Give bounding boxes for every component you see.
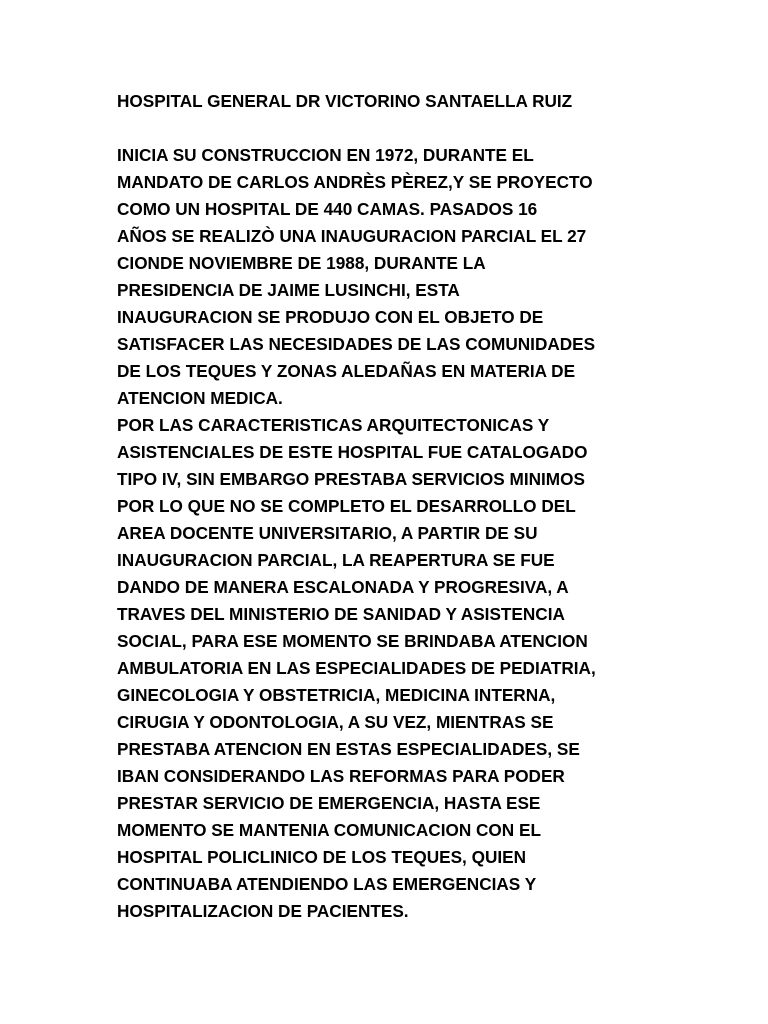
paragraph-line: POR LAS CARACTERISTICAS ARQUITECTONICAS Y — [117, 415, 550, 435]
paragraph-line: CIRUGIA Y ODONTOLOGIA, A SU VEZ, MIENTRAS SE — [117, 712, 554, 732]
paragraph-line: MOMENTO SE MANTENIA COMUNICACION CON EL — [117, 820, 541, 840]
paragraph-line: SOCIAL, PARA ESE MOMENTO SE BRINDABA ATENCION — [117, 631, 588, 651]
paragraph-line: PRESTABA ATENCION EN ESTAS ESPECIALIDADES, SE — [117, 739, 580, 759]
paragraph-line: HOSPITAL POLICLINICO DE LOS TEQUES, QUIEN — [117, 847, 527, 867]
document-title: HOSPITAL GENERAL DR VICTORINO SANTAELLA RUIZ — [117, 91, 573, 111]
paragraph-line: TIPO IV, SIN EMBARGO PRESTABA SERVICIOS MINIMOS — [117, 469, 585, 489]
paragraph-line: AÑOS SE REALIZÒ UNA INAUGURACION PARCIAL EL 27 — [117, 226, 587, 246]
paragraph-line: INAUGURACION SE PRODUJO CON EL OBJETO DE — [117, 307, 544, 327]
paragraph-line: IBAN CONSIDERANDO LAS REFORMAS PARA PODER — [117, 766, 565, 786]
paragraph-line: MANDATO DE CARLOS ANDRÈS PÈREZ,Y SE PROYECTO — [117, 172, 593, 192]
paragraph-line: GINECOLOGIA Y OBSTETRICIA, MEDICINA INTERNA, — [117, 685, 556, 705]
paragraph-line: COMO UN HOSPITAL DE 440 CAMAS. PASADOS 16 — [117, 199, 538, 219]
paragraph-services — [117, 412, 677, 925]
paragraph-line: INAUGURACION PARCIAL, LA REAPERTURA SE FUE — [117, 550, 555, 570]
paragraph-line: ASISTENCIALES DE ESTE HOSPITAL FUE CATALOGADO — [117, 442, 588, 462]
paragraph-line: CONTINUABA ATENDIENDO LAS EMERGENCIAS Y — [117, 874, 537, 894]
paragraph-line: PRESTAR SERVICIO DE EMERGENCIA, HASTA ESE — [117, 793, 541, 813]
paragraph-construction — [117, 142, 677, 412]
paragraph-line: DANDO DE MANERA ESCALONADA Y PROGRESIVA, A — [117, 577, 569, 597]
paragraph-line: PRESIDENCIA DE JAIME LUSINCHI, ESTA — [117, 280, 460, 300]
paragraph-line: TRAVES DEL MINISTERIO DE SANIDAD Y ASISTENCIA — [117, 604, 565, 624]
paragraph-line: DE LOS TEQUES Y ZONAS ALEDAÑAS EN MATERIA DE — [117, 361, 576, 381]
paragraph-line: AMBULATORIA EN LAS ESPECIALIDADES DE PEDIATRIA, — [117, 658, 596, 678]
paragraph-line: INICIA SU CONSTRUCCION EN 1972, DURANTE EL — [117, 145, 534, 165]
paragraph-line: POR LO QUE NO SE COMPLETO EL DESARROLLO DEL — [117, 496, 576, 516]
paragraph-line: CIONDE NOVIEMBRE DE 1988, DURANTE LA — [117, 253, 486, 273]
document-body — [117, 88, 677, 925]
paragraph-line: ATENCION MEDICA. — [117, 388, 283, 408]
paragraph-line: AREA DOCENTE UNIVERSITARIO, A PARTIR DE SU — [117, 523, 538, 543]
paragraph-line: HOSPITALIZACION DE PACIENTES. — [117, 901, 409, 921]
paragraph-line: SATISFACER LAS NECESIDADES DE LAS COMUNIDADES — [117, 334, 596, 354]
